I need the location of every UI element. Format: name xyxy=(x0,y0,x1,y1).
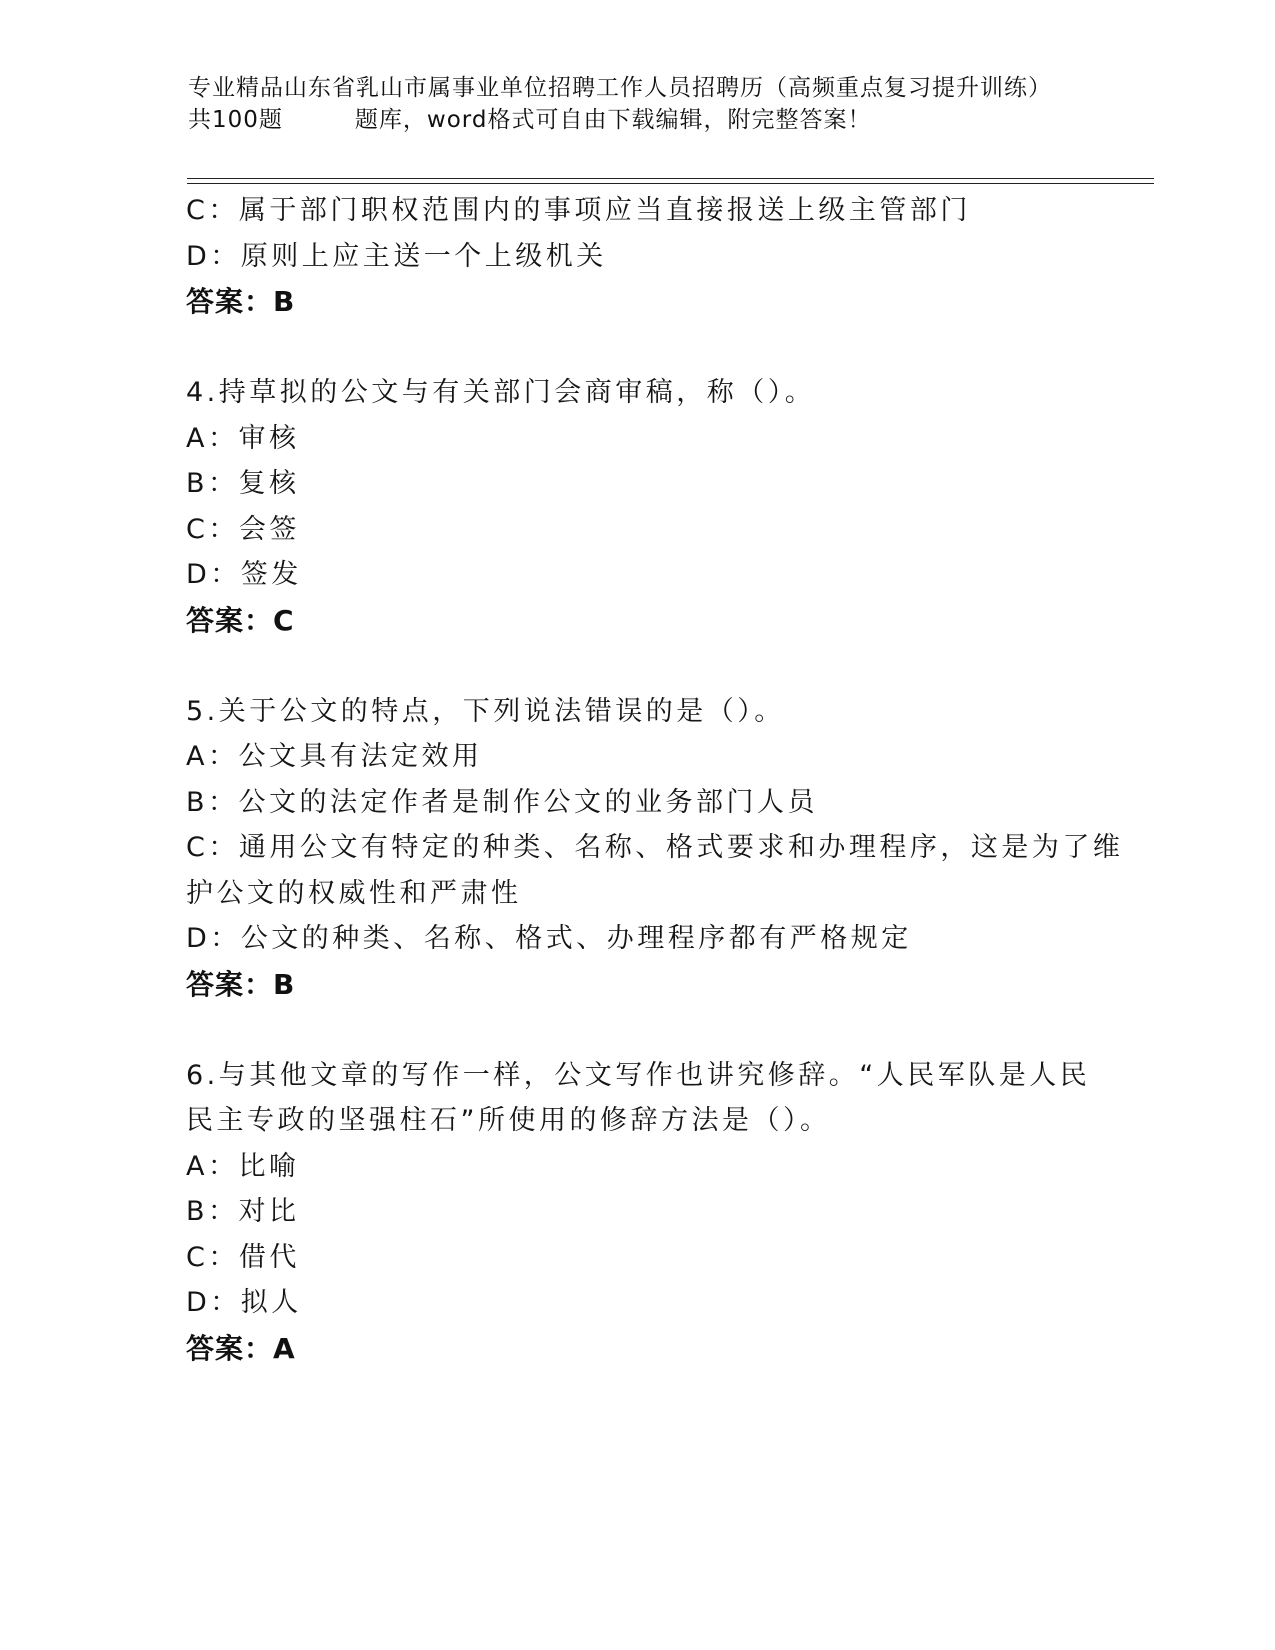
q5-option-d: D：公文的种类、名称、格式、办理程序都有严格规定 xyxy=(186,923,912,954)
q5-option-a: A：公文具有法定效用 xyxy=(186,741,483,772)
header-subtitle-line xyxy=(188,104,1088,136)
q6-stem-line2: 民主专政的坚强柱石”所使用的修辞方法是（）。 xyxy=(186,1105,831,1136)
spacer xyxy=(186,643,1086,689)
spacer xyxy=(186,1007,1086,1053)
q4-option-c: C：会签 xyxy=(186,513,300,545)
header-title-line: 专业精品山东省乳山市属事业单位招聘工作人员招聘历（高频重点复习提升训练） xyxy=(188,75,1052,101)
header-divider-top xyxy=(187,178,1154,179)
q6-option-a: A：比喻 xyxy=(186,1150,300,1182)
question-list xyxy=(186,188,1124,1371)
q6-option-b: B：对比 xyxy=(186,1196,300,1227)
q4-option-d: D：签发 xyxy=(186,559,302,590)
q4-option-a: A：审核 xyxy=(186,422,300,454)
q4-option-b: B：复核 xyxy=(186,468,300,499)
header-question-count: 共100题 xyxy=(188,107,283,133)
q6-option-d: D：拟人 xyxy=(186,1287,302,1318)
q3-option-c: C：属于部门职权范围内的事项应当直接报送上级主管部门 xyxy=(186,195,971,226)
q5-stem: 5.关于公文的特点，下列说法错误的是（）。 xyxy=(186,695,785,727)
page-header xyxy=(188,72,1088,136)
q6-stem-line1: 6.与其他文章的写作一样，公文写作也讲究修辞。“人民军队是人民 xyxy=(186,1059,1091,1091)
q5-option-c-line2: 护公文的权威性和严肃性 xyxy=(186,877,522,909)
q6-option-c: C：借代 xyxy=(186,1241,300,1273)
q3-option-d: D：原则上应主送一个上级机关 xyxy=(186,240,607,272)
q5-option-b: B：公文的法定作者是制作公文的业务部门人员 xyxy=(186,786,819,818)
q4-stem: 4.持草拟的公文与有关部门会商审稿，称（）。 xyxy=(186,377,816,408)
header-divider-bottom xyxy=(187,183,1154,184)
header-description: 题库，word格式可自由下载编辑，附完整答案！ xyxy=(354,107,872,133)
q5-option-c-line1: C：通用公文有特定的种类、名称、格式要求和办理程序，这是为了维 xyxy=(186,832,1124,863)
q6-answer: 答案：A xyxy=(186,1331,296,1365)
q3-answer: 答案：B xyxy=(186,285,296,318)
q5-answer: 答案：B xyxy=(186,967,296,1001)
spacer xyxy=(186,325,1086,371)
q4-answer: 答案：C xyxy=(186,603,295,637)
